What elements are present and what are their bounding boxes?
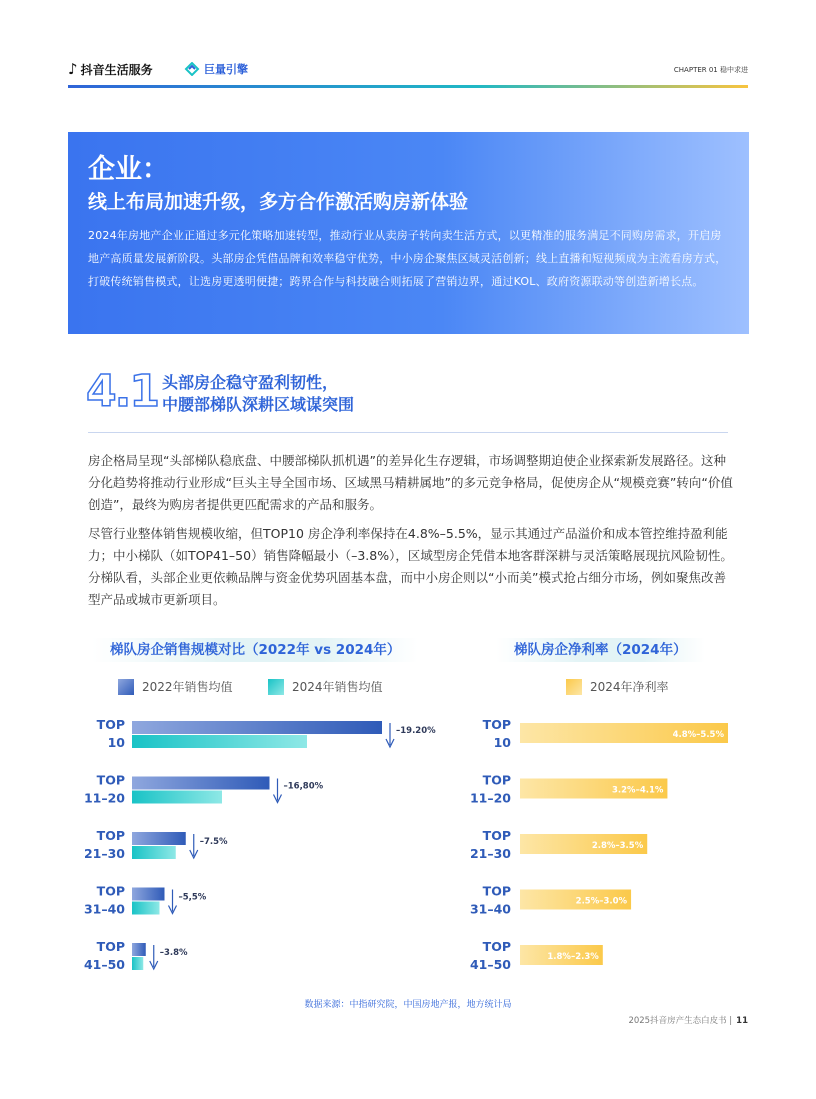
margin-tick-label-rank: 10 [493, 735, 511, 750]
ocean-engine-icon [184, 62, 200, 76]
legend-2022-swatch [118, 679, 134, 695]
margin-tick-label-top: TOP [482, 717, 511, 732]
sales-bar-2022 [132, 777, 270, 790]
margin-tick-label-top: TOP [482, 939, 511, 954]
sales-bar-2024 [132, 957, 143, 970]
sales-change-label: –19.20% [396, 726, 436, 736]
sales-change-label: –3.8% [159, 948, 188, 958]
banner-subtitle: 线上布局加速升级，多方合作激活购房新体验 [88, 191, 469, 213]
sales-bar-2024 [132, 735, 307, 748]
section-title-line2: 中腰部梯队深耕区域谋突围 [162, 395, 355, 414]
page-number: 11 [736, 1016, 748, 1026]
sales-bar-chart [80, 705, 440, 980]
page-footer [628, 1014, 748, 1026]
margin-bar-chart [466, 705, 746, 980]
section-number: 4.1 [86, 366, 158, 417]
margin-chart-title: 梯队房企净利率（2024年） [496, 638, 705, 662]
header-rule [68, 85, 748, 88]
sales-tick-label-rank: 31–40 [83, 901, 125, 917]
sales-tick-label-top: TOP [96, 939, 125, 954]
sales-chart-title: 梯队房企销售规模对比（2022年 vs 2024年） [92, 638, 418, 662]
section-divider [88, 432, 728, 433]
legend-margin [566, 678, 669, 695]
margin-tick-label-top: TOP [482, 883, 511, 899]
sales-tick-label-rank: 41–50 [83, 957, 125, 972]
sales-change-label: –16,80% [283, 781, 324, 792]
sales-tick-label-top: TOP [96, 828, 125, 843]
sales-bar-2022 [132, 721, 382, 734]
banner-title: 企业： [88, 154, 169, 185]
sales-change-label: –5,5% [178, 892, 207, 903]
ocean-engine-logo [184, 61, 248, 77]
sales-bar-2022 [132, 832, 186, 845]
sales-change-label: –7.5% [199, 837, 228, 847]
margin-value-label: 3.2%–4.1% [612, 785, 664, 796]
sales-tick-label-top: TOP [96, 883, 125, 899]
legend-2022-label: 2022年销售均值 [142, 680, 233, 694]
legend-2022 [118, 678, 233, 695]
section-title-line1: 头部房企稳守盈利韧性， [162, 373, 339, 392]
margin-tick-label-rank: 31–40 [469, 901, 511, 917]
margin-tick-label-rank: 21–30 [469, 846, 511, 861]
sales-bar-2022 [132, 943, 146, 956]
sales-bar-2022 [132, 888, 165, 901]
margin-tick-label-top: TOP [482, 772, 511, 788]
sales-bar-2024 [132, 902, 160, 915]
page-header [68, 60, 748, 88]
sales-tick-label-rank: 10 [107, 735, 125, 750]
legend-2024 [268, 678, 383, 695]
sales-tick-label-rank: 11–20 [83, 790, 125, 806]
chapter-label: CHAPTER 01 稳中求进 [673, 66, 748, 74]
legend-margin-label: 2024年净利率 [590, 680, 669, 694]
brand2-label: 巨量引擎 [204, 63, 248, 76]
douyin-life-logo [68, 60, 153, 78]
margin-value-label: 2.8%–3.5% [591, 841, 644, 851]
footer-text: 2025抖音房产生态白皮书 [628, 1016, 727, 1026]
margin-value-label: 1.8%–2.3% [547, 952, 599, 962]
margin-tick-label-rank: 41–50 [469, 957, 511, 972]
paragraph-1: 房企格局呈现“头部梯队稳底盘、中腰部梯队抓机遇”的差异化生存逻辑，市场调整期迫使企业探索新发展路径。这种分化趋势将推动行业形成“巨头主导全国市场、区域黑马精耕属地”的多元竞争格局，促使房企从“规模竞赛”转向“价值创造”，最终为购房者提供更匹配需求的产品和服务。 [88, 453, 733, 512]
banner-body: 2024年房地产企业正通过多元化策略加速转型，推动行业从卖房子转向卖生活方式，以更精准的服务满足不同购房需求，开启房地产高质量发展新阶段。头部房企凭借品牌和效率稳守优势，中小房企聚焦区域灵活创新；线上直播和短视频成为主流看房方式，打破传统销售模式，让选房更透明便捷；跨界合作与科技融合则拓展了营销边界，通过KOL、政府资源联动等创造新增长点。 [88, 229, 727, 288]
intro-banner [68, 132, 749, 334]
sales-bar-2024 [132, 791, 222, 804]
brand1-label: 抖音生活服务 [80, 62, 153, 77]
music-note-icon: ♪ [68, 60, 78, 78]
sales-tick-label-rank: 21–30 [83, 846, 125, 861]
footer-separator: | [729, 1016, 733, 1026]
sales-tick-label-top: TOP [96, 772, 125, 788]
legend-2024-swatch [268, 679, 284, 695]
margin-tick-label-rank: 11–20 [469, 790, 511, 806]
legend-2024-label: 2024年销售均值 [292, 680, 383, 694]
section-title [162, 372, 354, 416]
sales-tick-label-top: TOP [96, 717, 125, 732]
margin-tick-label-top: TOP [482, 828, 511, 843]
data-source: 数据来源：中指研究院，中国房地产报，地方统计局 [304, 1000, 512, 1010]
margin-value-label: 4.8%–5.5% [672, 730, 724, 740]
paragraph-2: 尽管行业整体销售规模收缩，但TOP10 房企净利率保持在4.8%–5.5%，显示其通过产品溢价和成本管控维持盈利能力；中小梯队（如TOP41–50）销售降幅最小（–3.8%），区域型房企凭借本地客群深耕与灵活策略展现抗风险韧性。分梯队看，头部企业更依赖品牌与资金优势巩固基本盘，而中小房企则以“小而美”模式抢占细分市场，例如聚焦改善型产品或城市更新项目。 [88, 526, 733, 607]
legend-margin-swatch [566, 679, 582, 695]
margin-value-label: 2.5%–3.0% [575, 896, 628, 907]
sales-bar-2024 [132, 846, 176, 859]
